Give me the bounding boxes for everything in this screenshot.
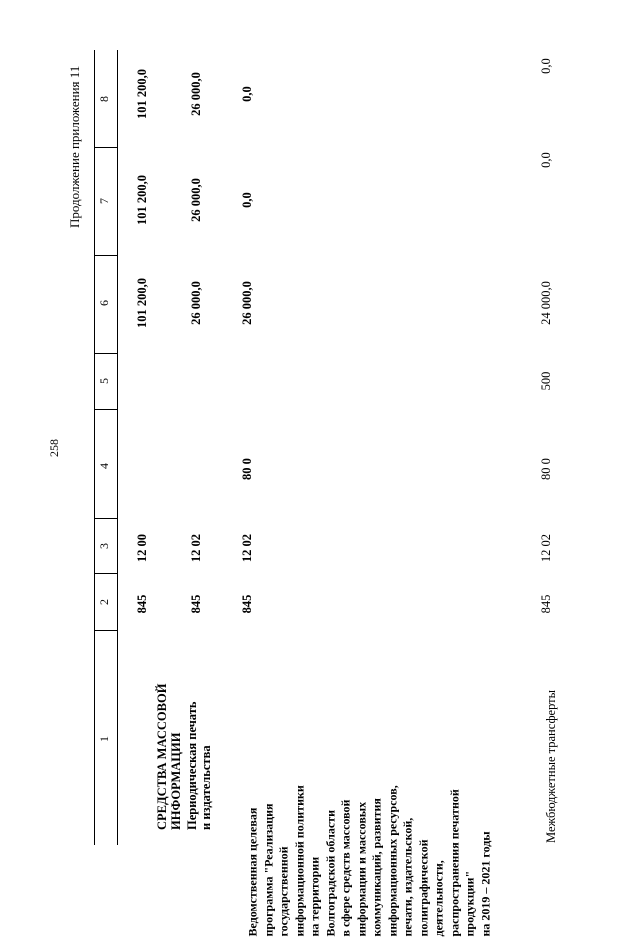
row2-name: Периодическая печать и издательства [185, 701, 214, 830]
row4-c5: 500 [539, 371, 553, 391]
row3-c6: 26 000,0 [240, 281, 254, 325]
page-number: 258 [47, 439, 61, 457]
col-separator [94, 409, 117, 410]
col-separator [94, 353, 117, 354]
col-separator [94, 518, 117, 519]
header-col-8: 8 [97, 96, 111, 102]
row2-c7: 26 000,0 [189, 178, 203, 222]
row3-c3: 12 02 [240, 533, 254, 563]
row4-c4: 80 0 [539, 458, 553, 480]
row4-c3: 12 02 [539, 533, 553, 563]
col-separator [94, 630, 117, 631]
row1-c7: 101 200,0 [135, 175, 149, 225]
row2-c3: 12 02 [189, 533, 203, 563]
row4-c8: 0,0 [539, 58, 553, 74]
header-col-6: 6 [97, 300, 111, 306]
row4-name: Межбюджетные трансферты [544, 689, 558, 843]
continuation-title: Продолжение приложения 11 [67, 65, 82, 228]
table-border-top [94, 50, 95, 845]
table-header-separator [117, 50, 118, 845]
row3-name: Ведомственная целевая программа "Реализация государственной информационной политики на территории Волгоградской области в сфере средств массовой информации и массовых коммуникаций, развития информационных ресурсов, печати, издательской, полиграфической деятельности, распространения печатной продукции" на 2019 – 2021 годы [245, 785, 492, 937]
header-col-2: 2 [97, 599, 111, 605]
row1-name: СРЕДСТВА МАССОВОЙ ИНФОРМАЦИИ [155, 683, 184, 830]
row3-c4: 80 0 [240, 458, 254, 480]
row3-c8: 0,0 [240, 86, 254, 102]
row1-c2: 845 [135, 594, 149, 614]
row4-c6: 24 000,0 [539, 281, 553, 325]
header-col-5: 5 [97, 378, 111, 384]
row2-c6: 26 000,0 [189, 281, 203, 325]
row4-c2: 845 [539, 594, 553, 614]
col-separator [94, 573, 117, 574]
header-col-7: 7 [97, 198, 111, 204]
header-col-3: 3 [97, 543, 111, 549]
row3-c7: 0,0 [240, 192, 254, 208]
row1-c8: 101 200,0 [135, 69, 149, 119]
row3-c2: 845 [240, 594, 254, 614]
row1-c6: 101 200,0 [135, 278, 149, 328]
col-separator [94, 255, 117, 256]
header-col-4: 4 [97, 463, 111, 469]
row2-c8: 26 000,0 [189, 72, 203, 116]
header-col-1: 1 [97, 736, 111, 742]
row4-c7: 0,0 [539, 152, 553, 168]
row1-c3: 12 00 [135, 533, 149, 563]
row2-c2: 845 [189, 594, 203, 614]
col-separator [94, 147, 117, 148]
